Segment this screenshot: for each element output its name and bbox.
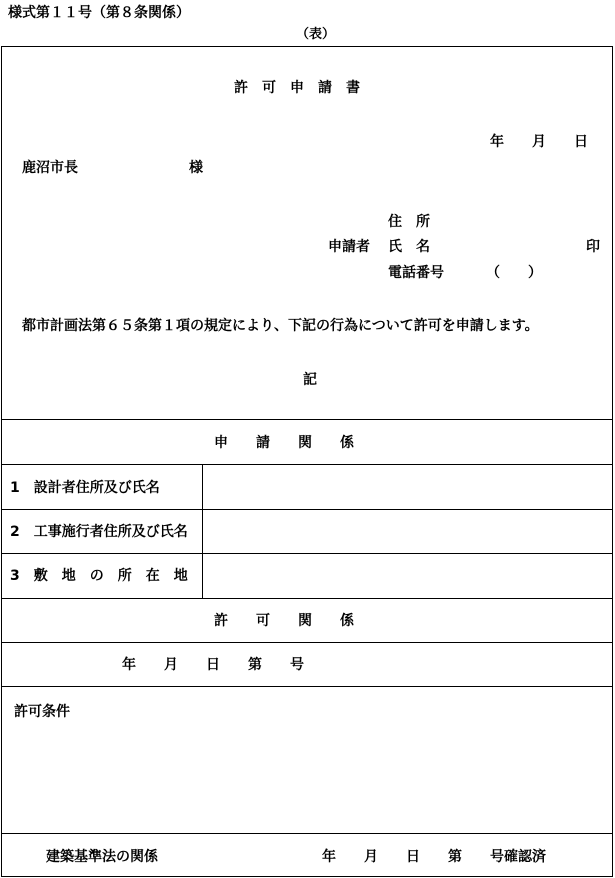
- phone-parens: （ ）: [486, 265, 542, 281]
- seal-mark: 印: [586, 239, 600, 255]
- form-title: 許 可 申 請 書: [234, 80, 360, 96]
- divider: [2, 642, 612, 643]
- honorific: 様: [189, 160, 203, 176]
- addressee: 鹿沼市長: [22, 160, 78, 176]
- divider: [2, 833, 612, 834]
- divider: [2, 686, 612, 687]
- divider: [2, 464, 612, 465]
- statement: 都市計画法第６５条第１項の規定により、下記の行為について許可を申請します。: [22, 318, 539, 334]
- row-label-contractor: 2 工事施行者住所及び氏名: [10, 524, 188, 540]
- divider: [2, 553, 612, 554]
- name-label: 氏 名: [388, 239, 430, 255]
- permit-date-number: 年 月 日 第 号: [122, 657, 304, 673]
- building-confirmation: 年 月 日 第 号確認済: [322, 849, 546, 865]
- row-label-site-location: 3 敷 地 の 所 在 地: [10, 568, 188, 584]
- ki-mark: 記: [303, 372, 317, 388]
- divider: [2, 509, 612, 510]
- address-label: 住 所: [388, 214, 430, 230]
- row-label-designer: 1 設計者住所及び氏名: [10, 480, 160, 496]
- application-heading: 申 請 関 係: [214, 435, 354, 451]
- permit-heading: 許 可 関 係: [214, 613, 354, 629]
- date-line: 年 月 日: [490, 134, 588, 150]
- applicant-label: 申請者: [328, 239, 370, 255]
- form-number: 様式第１１号（第８条関係）: [8, 5, 190, 21]
- phone-label: 電話番号: [388, 265, 444, 281]
- building-standards-label: 建築基準法の関係: [46, 849, 158, 865]
- column-divider: [202, 464, 203, 598]
- form-frame: [1, 46, 613, 877]
- divider: [2, 419, 612, 420]
- divider: [2, 598, 612, 599]
- side-label: （表）: [296, 27, 336, 42]
- permit-conditions-label: 許可条件: [14, 704, 70, 720]
